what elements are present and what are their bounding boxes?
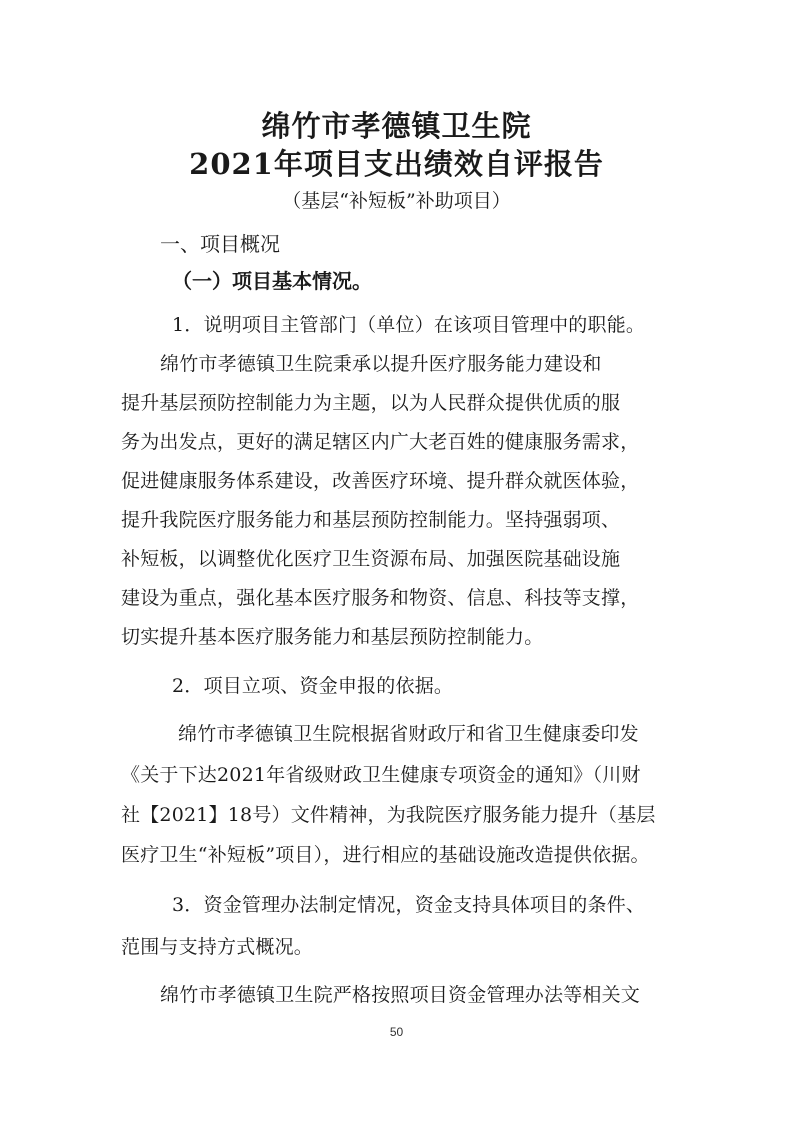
- page-number: 50: [389, 1025, 404, 1039]
- paragraph2-line1: 绵竹市孝德镇卫生院根据省财政厅和省卫生健康委印发: [178, 723, 639, 745]
- paragraph1-line6: 补短板，以调整优化医疗卫生资源布局、加强医院基础设施: [121, 548, 621, 570]
- item3-heading-line2: 范围与支持方式概况。: [121, 936, 314, 958]
- subsection-heading-basic-info: （一）项目基本情况。: [172, 269, 372, 293]
- paragraph2-line3: 社【2021】18号）文件精神，为我院医疗服务能力提升（基层: [121, 804, 656, 826]
- paragraph1-line8: 切实提升基本医疗服务能力和基层预防控制能力。: [121, 626, 544, 648]
- item1-heading: 1．说明项目主管部门（单位）在该项目管理中的职能。: [172, 314, 646, 336]
- paragraph2-line4: 医疗卫生“补短板”项目），进行相应的基础设施改造提供依据。: [121, 844, 650, 866]
- document-title-line2: 2021年项目支出绩效自评报告: [189, 147, 604, 181]
- section-heading-project-overview: 一、项目概况: [160, 232, 280, 256]
- paragraph1-line1: 绵竹市孝德镇卫生院秉承以提升医疗服务能力建设和: [160, 353, 602, 375]
- paragraph1-line4: 促进健康服务体系建设，改善医疗环境、提升群众就医体验，: [121, 470, 640, 492]
- paragraph1-line7: 建设为重点，强化基本医疗服务和物资、信息、科技等支撑，: [121, 587, 640, 609]
- paragraph3-line1: 绵竹市孝德镇卫生院严格按照项目资金管理办法等相关文: [160, 984, 641, 1006]
- document-subtitle: （基层“补短板”补助项目）: [282, 190, 511, 212]
- item2-heading: 2．项目立项、资金申报的依据。: [172, 675, 454, 697]
- item3-heading-line1: 3．资金管理办法制定情况，资金支持具体项目的条件、: [172, 894, 646, 916]
- paragraph1-line5: 提升我院医疗服务能力和基层预防控制能力。坚持强弱项、: [121, 509, 621, 531]
- paragraph2-line2: 《关于下达2021年省级财政卫生健康专项资金的通知》（川财: [121, 764, 641, 786]
- document-title-line1: 绵竹市孝德镇卫生院: [261, 109, 532, 143]
- paragraph1-line2: 提升基层预防控制能力为主题，以为人民群众提供优质的服: [121, 392, 621, 414]
- paragraph1-line3: 务为出发点，更好的满足辖区内广大老百姓的健康服务需求，: [121, 431, 640, 453]
